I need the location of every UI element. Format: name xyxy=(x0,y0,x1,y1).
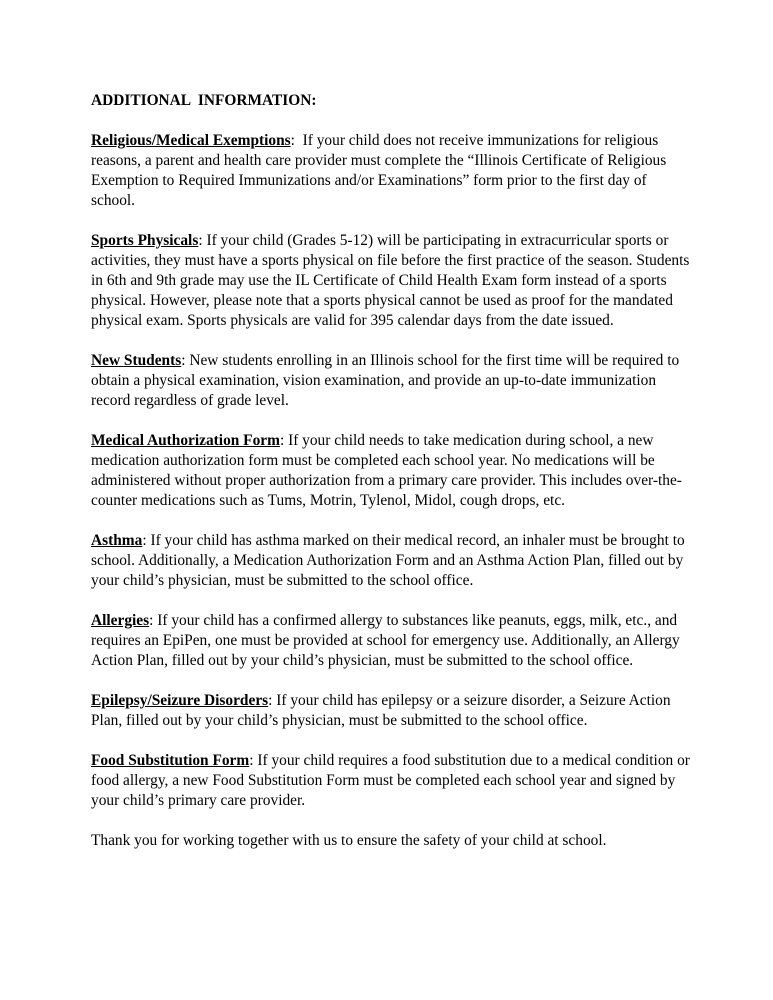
section-title: New Students xyxy=(91,352,182,369)
section-separator: : xyxy=(142,532,151,549)
document-heading: ADDITIONAL INFORMATION: xyxy=(91,92,317,109)
section-sports-physicals xyxy=(91,231,691,331)
section-separator: : xyxy=(290,132,303,149)
section-title: Religious/Medical Exemptions xyxy=(91,132,291,149)
section-separator: : xyxy=(249,752,258,769)
section-title: Food Substitution Form xyxy=(91,752,250,769)
section-new-students xyxy=(91,351,691,411)
section-title: Sports Physicals xyxy=(91,232,199,249)
section-title: Asthma xyxy=(91,532,143,549)
section-separator: : xyxy=(149,612,158,629)
section-body: If your child needs to take medication during school, a new medication authorization form must be completed each school year. No medications will be administered without proper authorization from a primary care provider. This includes over-the-counter medications such as Tums, Motrin, Tylenol, Midol, cough drops, etc. xyxy=(91,432,682,509)
section-body: If your child (Grades 5-12) will be participating in extracurricular sports or activities, they must have a sports physical on file before the first practice of the season. Students in 6th and 9th grade may use the IL Certificate of Child Health Exam form instead of a sports physical. However, please note that a sports physical cannot be used as proof for the mandated physical exam. Sports physicals are valid for 395 calendar days from the date issued. xyxy=(91,232,690,329)
section-body: If your child has asthma marked on their medical record, an inhaler must be brought to school. Additionally, a Medication Authorization Form and an Asthma Action Plan, filled out by your child’s physician, must be submitted to the school office. xyxy=(91,532,685,589)
section-title: Medical Authorization Form xyxy=(91,432,280,449)
section-asthma xyxy=(91,531,691,591)
section-title: Allergies xyxy=(91,612,150,629)
section-epilepsy-seizure-disorders xyxy=(91,691,691,731)
section-body: If your child has epilepsy or a seizure disorder, a Seizure Action Plan, filled out by your child’s physician, must be submitted to the school office. xyxy=(91,692,671,729)
section-medical-authorization-form xyxy=(91,431,691,511)
section-allergies xyxy=(91,611,691,671)
section-body: If your child does not receive immunizations for religious reasons, a parent and health care provider must complete the “Illinois Certificate of Religious Exemption to Required Immunizations and/or Examinations” form prior to the first day of school. xyxy=(91,132,667,209)
section-separator: : xyxy=(268,692,277,709)
section-body: If your child has a confirmed allergy to substances like peanuts, eggs, milk, etc., and requires an EpiPen, one must be provided at school for emergency use. Additionally, an Allergy Action Plan, filled out by your child’s physician, must be submitted to the school office. xyxy=(91,612,680,669)
section-separator: : xyxy=(181,352,190,369)
section-body: If your child requires a food substitution due to a medical condition or food allergy, a new Food Substitution Form must be completed each school year and signed by your child’s primary care provider. xyxy=(91,752,690,809)
document-page xyxy=(91,91,691,851)
section-food-substitution-form xyxy=(91,751,691,811)
section-title: Epilepsy/Seizure Disorders xyxy=(91,692,269,709)
section-body: New students enrolling in an Illinois school for the first time will be required to obtain a physical examination, vision examination, and provide an up-to-date immunization record regardless of grade level. xyxy=(91,352,680,409)
closing-statement: Thank you for working together with us to ensure the safety of your child at school. xyxy=(91,832,607,849)
section-separator: : xyxy=(198,232,207,249)
section-separator: : xyxy=(279,432,289,449)
section-religious-medical-exemptions xyxy=(91,131,691,211)
